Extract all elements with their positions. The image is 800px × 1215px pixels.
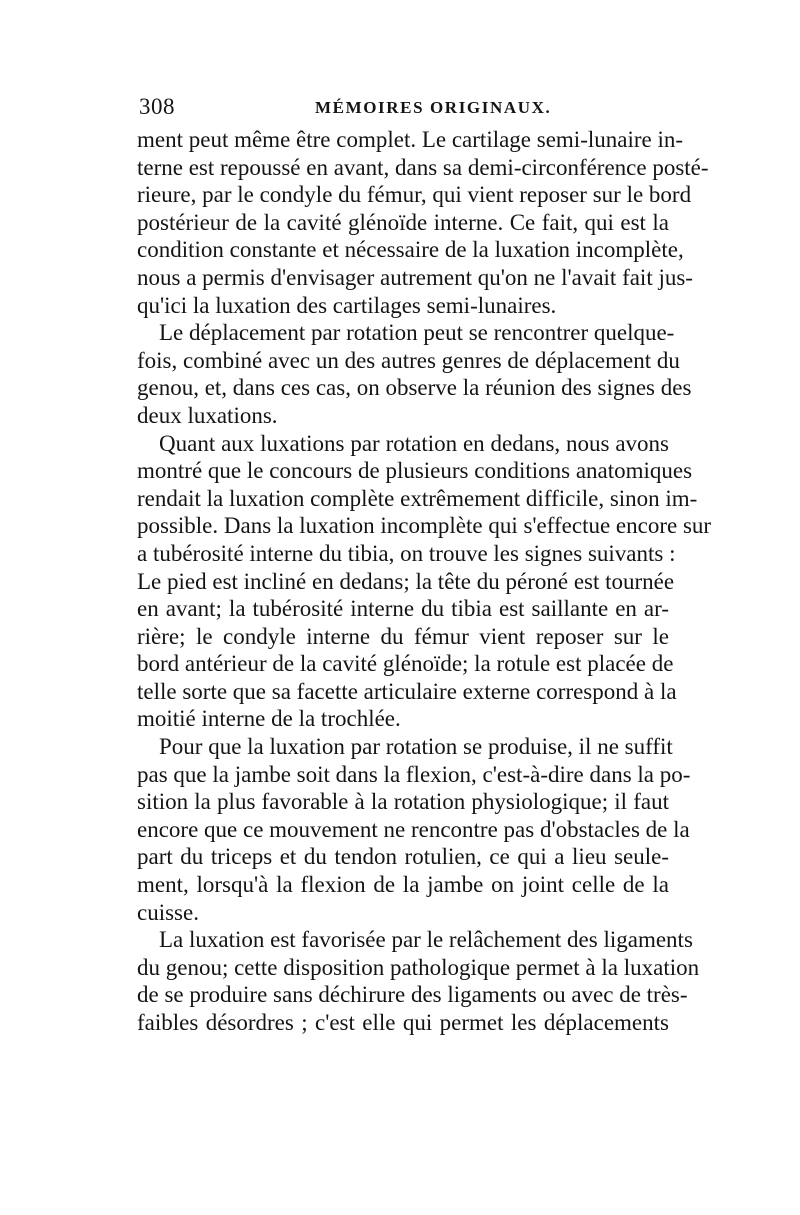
- text-line: postérieur de la cavité glénoïde interne. Ce fait, qui est la: [137, 209, 669, 235]
- text-line: bord antérieur de la cavité glénoïde; la rotule est placée de: [137, 651, 674, 677]
- text-line: moitié interne de la trochlée.: [137, 706, 401, 732]
- text-line: fois, combiné avec un des autres genres de déplacement du: [137, 347, 680, 373]
- text-line: part du triceps et du tendon rotulien, ce qui a lieu seule-: [137, 844, 669, 870]
- text-line: encore que ce mouvement ne rencontre pas d'obstacles de la: [137, 816, 690, 842]
- text-line: pas que la jambe soit dans la flexion, c'est-à-dire dans la po-: [137, 761, 691, 787]
- text-line: condition constante et nécessaire de la luxation incomplète,: [137, 237, 684, 263]
- text-line: deux luxations.: [137, 402, 278, 428]
- text-line: possible. Dans la luxation incomplète qui s'effectue encore sur: [137, 513, 712, 539]
- text-line: qu'ici la luxation des cartilages semi-lunaires.: [137, 292, 557, 318]
- text-line: nous a permis d'envisager autrement qu'on ne l'avait fait jus-: [137, 264, 693, 290]
- text-line: Le déplacement par rotation peut se rencontrer quelque-: [159, 320, 675, 346]
- text-line: telle sorte que sa facette articulaire externe correspond à la: [137, 678, 677, 704]
- page-number: 308: [139, 94, 175, 119]
- text-line: en avant; la tubérosité interne du tibia est saillante en ar-: [137, 596, 669, 622]
- running-title: MÉMOIRES ORIGINAUX.: [315, 98, 552, 117]
- text-line: terne est repoussé en avant, dans sa demi-circonférence posté-: [137, 154, 709, 180]
- text-line: rière; le condyle interne du fémur vient reposer sur le: [137, 623, 669, 649]
- text-line: sition la plus favorable à la rotation physiologique; il faut: [137, 789, 669, 815]
- text-line: Le pied est incliné en dedans; la tête du péroné est tournée: [137, 568, 675, 594]
- text-line: faibles désordres ; c'est elle qui permet les déplacements: [137, 1010, 669, 1035]
- page-header: [139, 94, 669, 124]
- text-line: ment peut même être complet. Le cartilage semi-lunaire in-: [137, 127, 684, 152]
- text-line: genou, et, dans ces cas, on observe la réunion des signes des: [137, 375, 692, 401]
- text-line: a tubérosité interne du tibia, on trouve les signes suivants :: [137, 540, 676, 566]
- text-line: ment, lorsqu'à la flexion de la jambe on joint celle de la: [137, 872, 669, 898]
- text-line: cuisse.: [137, 899, 199, 925]
- text-line: rieure, par le condyle du fémur, qui vient reposer sur le bord: [137, 182, 692, 208]
- text-line: du genou; cette disposition pathologique permet à la luxation: [137, 954, 700, 980]
- body-text: [137, 126, 712, 1037]
- text-line: Pour que la luxation par rotation se produise, il ne suffit: [159, 734, 673, 760]
- text-line: La luxation est favorisée par le relâchement des ligaments: [159, 927, 693, 953]
- text-line: montré que le concours de plusieurs conditions anatomiques: [137, 458, 693, 484]
- text-line: Quant aux luxations par rotation en dedans, nous avons: [159, 430, 669, 456]
- text-line: rendait la luxation complète extrêmement difficile, sinon im-: [137, 485, 698, 511]
- text-line: de se produire sans déchirure des ligaments ou avec de très-: [137, 982, 688, 1008]
